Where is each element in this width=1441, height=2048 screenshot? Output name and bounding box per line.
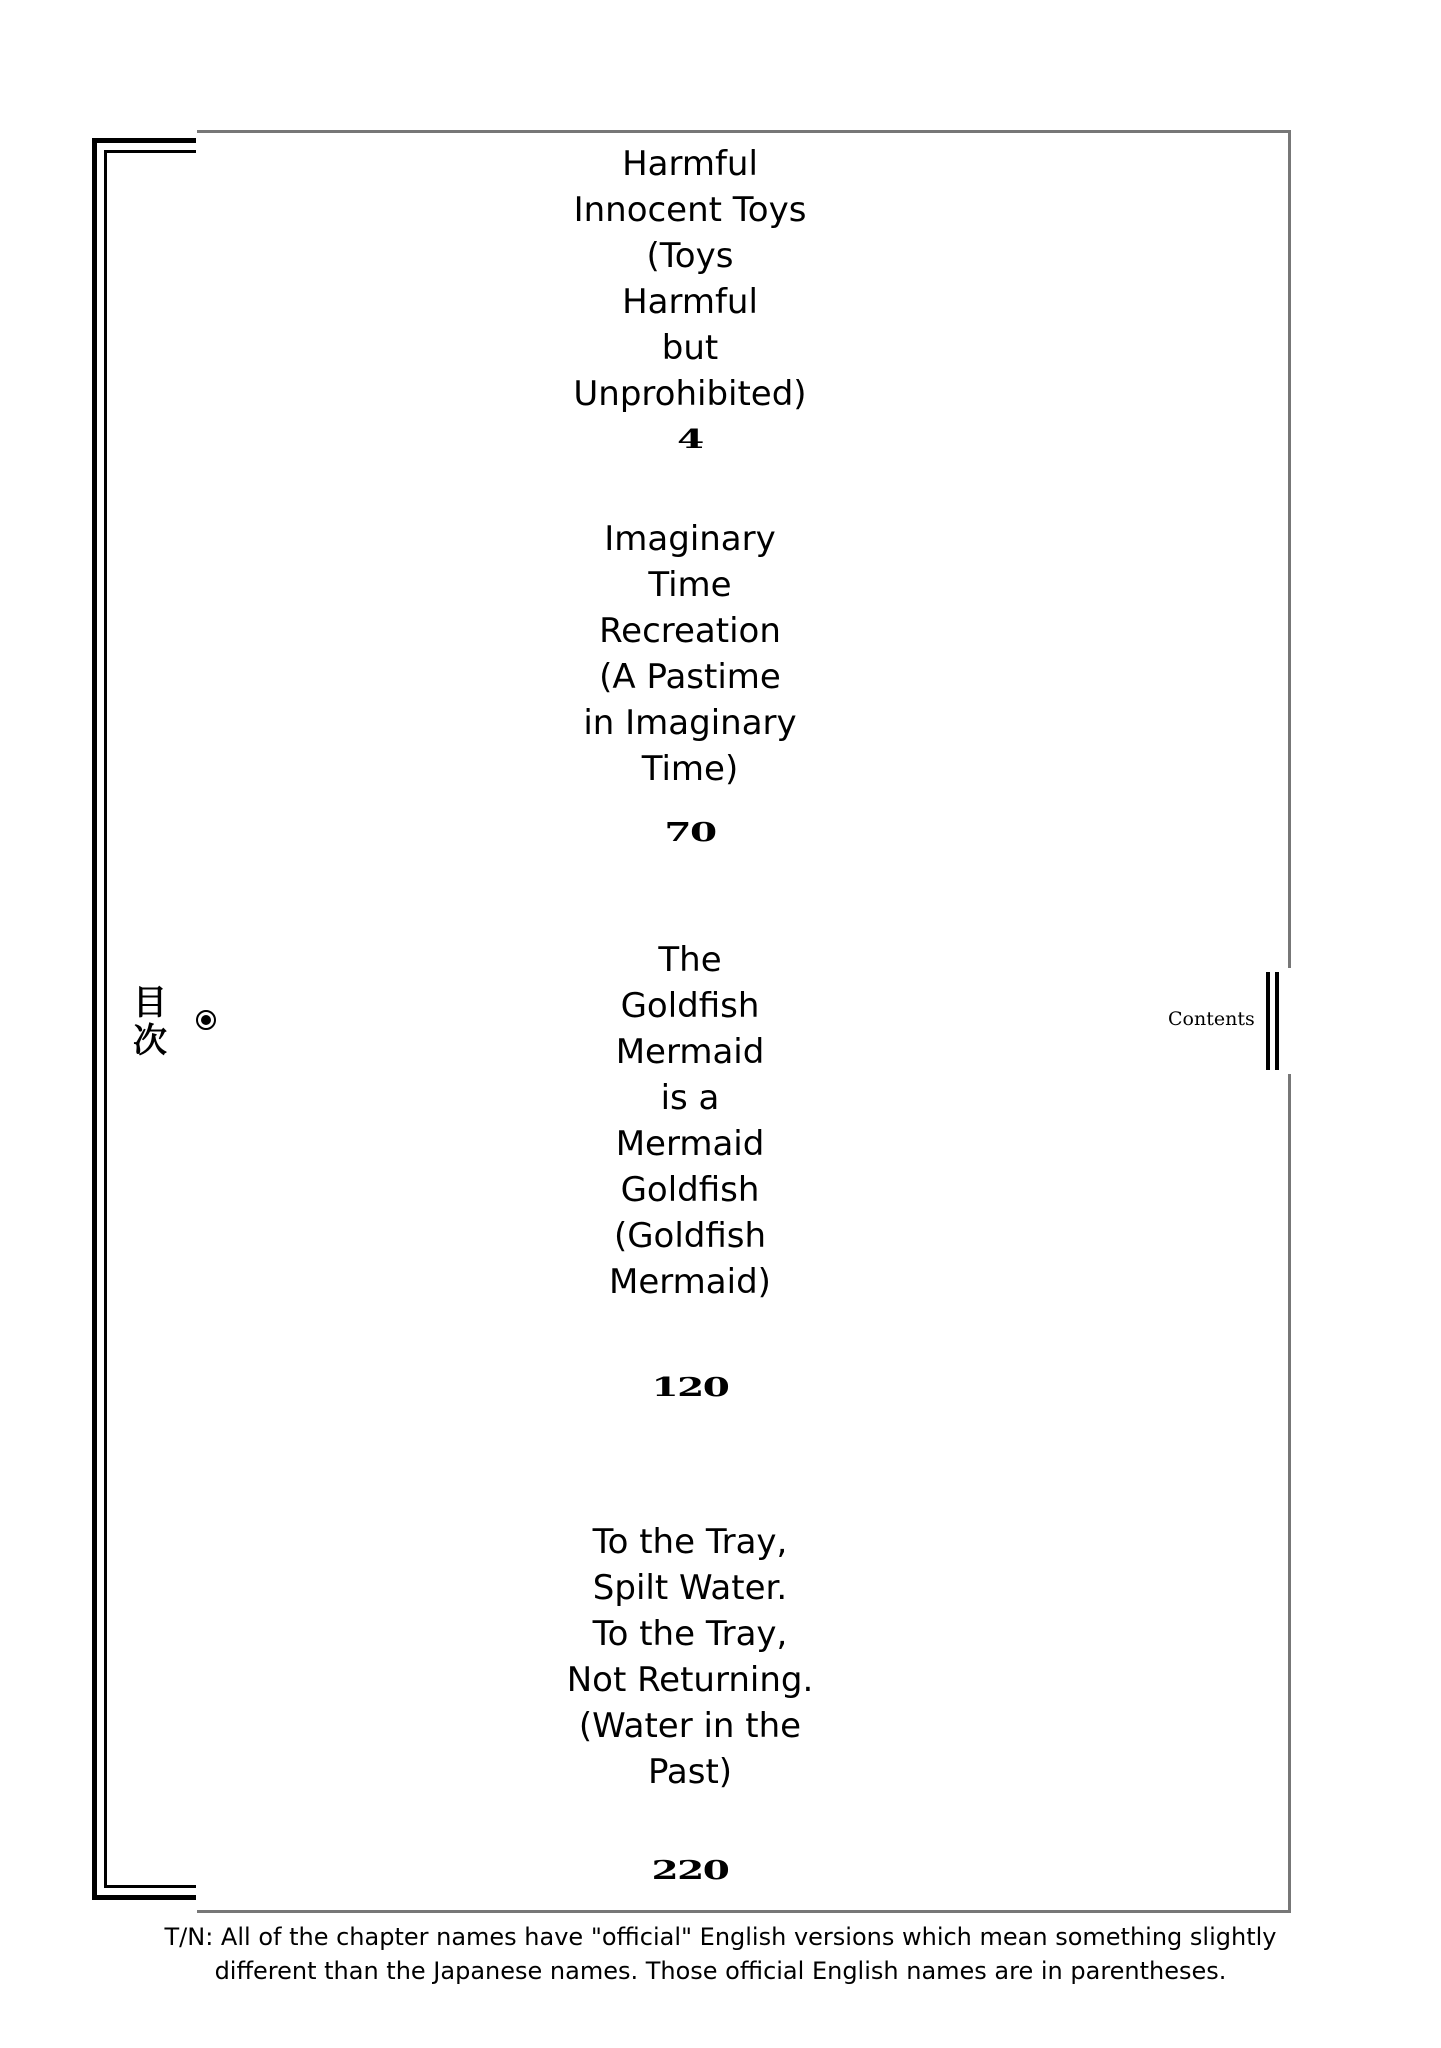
chapter-title-line: To the Tray, <box>592 1614 788 1654</box>
right-bar-2 <box>1275 972 1279 1070</box>
chapter-title-line: Mermaid <box>615 1124 765 1164</box>
chapter-title-line: but <box>661 328 719 368</box>
frame-gap <box>1286 968 1294 1074</box>
chapter-title-line: Recreation <box>599 611 781 651</box>
chapter-title-line: Innocent Toys <box>573 190 807 230</box>
translator-note-line: different than the Japanese names. Those official English names are in parentheses. <box>214 1957 1227 1985</box>
chapter-title-4 <box>540 1519 840 1795</box>
chapter-title-line: Time) <box>641 749 739 789</box>
chapter-title-line: Harmful <box>622 144 758 184</box>
side-title-char: 目 <box>133 983 167 1023</box>
frame-bottom-border <box>197 1910 1291 1913</box>
chapter-title-line: Not Returning. <box>566 1660 814 1700</box>
chapter-title-line: in Imaginary <box>583 703 797 743</box>
chapter-title-line: Mermaid) <box>609 1262 771 1302</box>
chapter-title-line: Goldfish <box>620 1170 760 1210</box>
translator-note <box>0 1920 1441 1988</box>
chapter-page-number-4: 220 <box>651 1856 729 1886</box>
chapter-title-line: (Water in the <box>578 1706 802 1746</box>
bullet-circle-icon <box>196 1010 216 1030</box>
side-title-japanese <box>130 984 170 1060</box>
translator-note-line: T/N: All of the chapter names have "official" English versions which mean something slightly <box>164 1923 1277 1951</box>
chapter-page-number-3: 120 <box>651 1373 729 1403</box>
chapter-title-line: Goldfish <box>620 986 760 1026</box>
chapter-page-number-2: 70 <box>664 818 716 848</box>
chapter-title-line: Time <box>648 565 732 605</box>
chapter-title-1 <box>540 141 840 417</box>
chapter-title-line: Mermaid <box>615 1032 765 1072</box>
chapter-title-line: To the Tray, <box>592 1522 788 1562</box>
chapter-title-line: Imaginary <box>604 519 776 559</box>
chapter-title-3 <box>540 937 840 1305</box>
frame-top-border <box>197 130 1291 133</box>
chapter-title-2 <box>540 516 840 792</box>
chapter-title-line: Past) <box>647 1752 733 1792</box>
chapter-title-line: (A Pastime <box>599 657 781 697</box>
contents-label: Contents <box>1168 1008 1255 1030</box>
right-bar-1 <box>1266 972 1270 1070</box>
right-double-bars <box>1266 972 1286 1070</box>
chapter-title-line: Harmful <box>622 282 758 322</box>
side-title-char: 次 <box>133 1021 167 1061</box>
chapter-title-line: (Toys <box>646 236 734 276</box>
chapter-page-number-1: 4 <box>677 425 703 455</box>
chapter-title-line: Unprohibited) <box>573 374 807 414</box>
chapter-title-line: is a <box>660 1078 720 1118</box>
chapter-title-line: (Goldfish <box>613 1216 767 1256</box>
chapter-title-line: The <box>658 940 722 980</box>
chapter-title-line: Spilt Water. <box>592 1568 788 1608</box>
